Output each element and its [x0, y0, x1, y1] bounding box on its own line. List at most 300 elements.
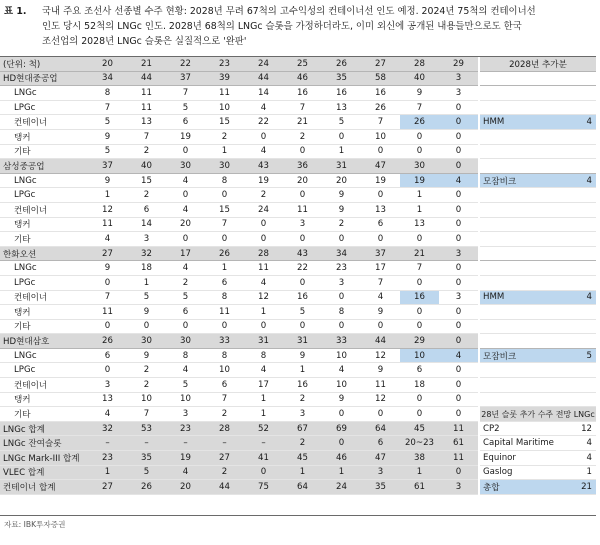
table-cell: 0	[244, 465, 283, 480]
table-cell: 1	[322, 465, 361, 480]
table-cell: 19	[166, 129, 205, 144]
table-cell: 40	[127, 159, 166, 174]
table-cell: 7	[88, 100, 127, 115]
table-row	[0, 363, 596, 378]
side-empty	[480, 363, 596, 378]
table-cell: 4	[244, 100, 283, 115]
table-cell: 0	[400, 305, 439, 320]
side-empty	[480, 86, 596, 101]
side-item-name: HMM	[480, 290, 565, 305]
table-cell: 0	[439, 100, 478, 115]
table-cell: 14	[244, 86, 283, 101]
table-cell: 16	[283, 86, 322, 101]
table-cell: 37	[166, 71, 205, 86]
table-cell: 34	[322, 246, 361, 261]
side-empty	[480, 159, 596, 174]
table-cell: –	[205, 436, 244, 451]
table-cell: 0	[439, 188, 478, 203]
table-cell: 15	[205, 115, 244, 130]
table-cell: 26	[361, 100, 400, 115]
table-cell: 5	[88, 115, 127, 130]
table-cell: 5	[166, 290, 205, 305]
table-cell: 9	[322, 202, 361, 217]
table-cell: 18	[127, 261, 166, 276]
table-cell: 32	[88, 421, 127, 436]
row-label: 컨테이너	[0, 202, 88, 217]
table-cell: 3	[439, 480, 478, 495]
table-cell: 9	[127, 348, 166, 363]
table-cell: 9	[322, 188, 361, 203]
row-label: 삼성중공업	[0, 159, 88, 174]
row-label: LNGc Mark-III 합계	[0, 451, 88, 466]
table-cell: 1	[244, 305, 283, 320]
table-cell: –	[127, 436, 166, 451]
side-empty	[480, 188, 596, 203]
table-cell: 1	[205, 261, 244, 276]
side-empty	[480, 144, 596, 159]
shipbuilding-orders-table	[0, 57, 596, 495]
side-item-value: 4	[565, 115, 596, 130]
company-total-row	[0, 246, 596, 261]
table-cell: 0	[244, 217, 283, 232]
table-cell: 30	[166, 159, 205, 174]
source-note: 자료: IBK투자증권	[4, 520, 66, 529]
table-cell: 0	[439, 334, 478, 349]
table-cell: 26	[400, 115, 439, 130]
table-cell: 11	[205, 86, 244, 101]
table-cell: 0	[322, 129, 361, 144]
table-bottom-rule	[0, 515, 596, 516]
table-cell: 0	[361, 407, 400, 422]
table-cell: 1	[283, 363, 322, 378]
table-cell: 32	[127, 246, 166, 261]
company-total-row	[0, 71, 596, 86]
table-cell: 13	[88, 392, 127, 407]
table-cell: 15	[127, 173, 166, 188]
table-cell: 9	[88, 129, 127, 144]
table-cell: 41	[244, 451, 283, 466]
table-cell: 24	[244, 202, 283, 217]
table-cell: 26	[205, 246, 244, 261]
table-cell: 69	[322, 421, 361, 436]
table-cell: 4	[322, 363, 361, 378]
row-label: 탱커	[0, 305, 88, 320]
year-header: 22	[166, 57, 205, 71]
row-label: 탱커	[0, 392, 88, 407]
table-cell: 0	[439, 261, 478, 276]
table-cell: 23	[88, 451, 127, 466]
table-cell: 10	[205, 100, 244, 115]
table-cell: 7	[361, 115, 400, 130]
table-cell: 0	[127, 319, 166, 334]
table-cell: 3	[166, 407, 205, 422]
year-header: 26	[322, 57, 361, 71]
table-cell: 8	[205, 173, 244, 188]
table-row	[0, 378, 596, 393]
table-cell: 0	[88, 319, 127, 334]
table-cell: 4	[439, 348, 478, 363]
table-cell: 33	[205, 334, 244, 349]
table-cell: 0	[283, 319, 322, 334]
table-cell: 34	[88, 71, 127, 86]
table-cell: 1	[400, 202, 439, 217]
table-cell: 0	[439, 144, 478, 159]
year-header: 25	[283, 57, 322, 71]
table-cell: 22	[283, 261, 322, 276]
table-cell: 21	[283, 115, 322, 130]
side-empty	[480, 319, 596, 334]
table-cell: 30	[166, 334, 205, 349]
table-cell: 20	[166, 480, 205, 495]
side-empty	[480, 275, 596, 290]
table-cell: 10	[322, 348, 361, 363]
side-empty	[480, 305, 596, 320]
table-cell: 26	[88, 334, 127, 349]
table-cell: 20~23	[400, 436, 439, 451]
table-cell: 9	[88, 261, 127, 276]
table-cell: 0	[439, 202, 478, 217]
table-cell: 6	[127, 202, 166, 217]
table-cell: 23	[166, 421, 205, 436]
table-cell: 27	[88, 480, 127, 495]
table-cell: 43	[283, 246, 322, 261]
table-row	[0, 173, 596, 188]
table-row	[0, 115, 596, 130]
row-label: 탱커	[0, 217, 88, 232]
side-item-value: 4	[565, 290, 596, 305]
table-cell: 19	[244, 173, 283, 188]
table-cell: 9	[361, 363, 400, 378]
row-label: LNGc	[0, 173, 88, 188]
table-cell: 0	[400, 129, 439, 144]
table-cell: 12	[244, 290, 283, 305]
row-label: LPGc	[0, 275, 88, 290]
table-cell: 10	[127, 392, 166, 407]
table-cell: 8	[166, 348, 205, 363]
row-label: LNGc 잔여슬롯	[0, 436, 88, 451]
table-cell: 4	[166, 465, 205, 480]
table-cell: 6	[361, 217, 400, 232]
table-cell: 0	[439, 363, 478, 378]
table-cell: 47	[361, 451, 400, 466]
table-cell: 0	[439, 159, 478, 174]
table-cell: 31	[322, 159, 361, 174]
table-cell: 7	[127, 129, 166, 144]
table-cell: 0	[439, 115, 478, 130]
row-label: HD현대중공업	[0, 71, 88, 86]
table-cell: 6	[205, 378, 244, 393]
table-cell: 35	[127, 451, 166, 466]
header-row	[0, 57, 596, 71]
table-cell: 23	[322, 261, 361, 276]
table-cell: 0	[439, 465, 478, 480]
side-empty	[480, 334, 596, 349]
table-cell: 52	[244, 421, 283, 436]
title-line-2: 인도 당시 52척의 LNGc 인도. 2028년 68척의 LNGc 슬롯을 가정하더라도, 이미 외신에 공개된 내용들만으로도 한국	[42, 21, 522, 32]
row-label: 기타	[0, 144, 88, 159]
table-row	[0, 86, 596, 101]
table-cell: 2	[283, 436, 322, 451]
table-cell: 22	[244, 115, 283, 130]
table-cell: –	[166, 436, 205, 451]
table-cell: 0	[400, 407, 439, 422]
table-cell: 13	[400, 217, 439, 232]
table-cell: 5	[166, 100, 205, 115]
table-cell: –	[88, 436, 127, 451]
table-cell: 12	[361, 392, 400, 407]
table-cell: 33	[322, 334, 361, 349]
table-cell: 0	[166, 319, 205, 334]
table-cell: 9	[400, 86, 439, 101]
table-cell: 12	[361, 348, 400, 363]
table-cell: 0	[439, 232, 478, 247]
row-label: 탱커	[0, 129, 88, 144]
table-cell: 4	[166, 363, 205, 378]
table-row	[0, 144, 596, 159]
table-cell: 3	[439, 290, 478, 305]
table-cell: 0	[439, 129, 478, 144]
table-cell: 1	[244, 407, 283, 422]
table-row	[0, 100, 596, 115]
table-cell: 0	[283, 232, 322, 247]
side-item-value: 12	[565, 421, 596, 436]
table-cell: 9	[283, 348, 322, 363]
table-cell: 7	[283, 100, 322, 115]
table-cell: 2	[205, 465, 244, 480]
table-cell: 0	[88, 363, 127, 378]
side-empty	[480, 246, 596, 261]
summary-row	[0, 465, 596, 480]
table-cell: 61	[400, 480, 439, 495]
table-cell: 15	[205, 202, 244, 217]
table-cell: 0	[439, 378, 478, 393]
table-cell: 2	[166, 275, 205, 290]
table-cell: 11	[439, 451, 478, 466]
table-cell: 0	[400, 275, 439, 290]
table-row	[0, 348, 596, 363]
table-title	[4, 4, 598, 49]
table-cell: 39	[205, 71, 244, 86]
side-item-name: 모잠비크	[480, 348, 565, 363]
table-cell: 1	[88, 188, 127, 203]
table-cell: 0	[439, 392, 478, 407]
table-cell: 5	[88, 144, 127, 159]
table-cell: 6	[205, 275, 244, 290]
table-cell: 2	[127, 363, 166, 378]
table-row	[0, 129, 596, 144]
table-cell: 16	[361, 86, 400, 101]
table-cell: 20	[166, 217, 205, 232]
table-cell: 40	[400, 71, 439, 86]
table-cell: 3	[361, 465, 400, 480]
table-cell: 29	[400, 334, 439, 349]
side-empty	[480, 217, 596, 232]
table-cell: 2	[244, 188, 283, 203]
table-cell: 31	[244, 334, 283, 349]
table-cell: 19	[400, 173, 439, 188]
table-cell: 75	[244, 480, 283, 495]
table-cell: 0	[205, 319, 244, 334]
table-cell: 11	[244, 261, 283, 276]
table-cell: 9	[127, 305, 166, 320]
table-cell: 12	[88, 202, 127, 217]
summary-row	[0, 436, 596, 451]
table-cell: 7	[88, 290, 127, 305]
table-cell: 47	[361, 159, 400, 174]
table-cell: 27	[88, 246, 127, 261]
table-cell: 0	[205, 188, 244, 203]
table-cell: 0	[322, 232, 361, 247]
table-cell: 2	[322, 217, 361, 232]
table-cell: 67	[283, 421, 322, 436]
side-item-name: Capital Maritime	[480, 436, 565, 451]
table-cell: 5	[322, 115, 361, 130]
table-row	[0, 407, 596, 422]
table-cell: 43	[244, 159, 283, 174]
table-cell: 13	[361, 202, 400, 217]
table-cell: 7	[361, 275, 400, 290]
table-cell: 2	[205, 407, 244, 422]
table-cell: –	[244, 436, 283, 451]
table-cell: 4	[166, 173, 205, 188]
table-cell: 0	[439, 319, 478, 334]
row-label: LNGc	[0, 86, 88, 101]
table-cell: 6	[400, 363, 439, 378]
table-cell: 45	[283, 451, 322, 466]
table-cell: 5	[166, 378, 205, 393]
row-label: LNGc	[0, 261, 88, 276]
side-item-value: 4	[565, 436, 596, 451]
table-cell: 0	[244, 319, 283, 334]
table-cell: 13	[322, 100, 361, 115]
table-cell: 1	[244, 392, 283, 407]
table-cell: 4	[361, 290, 400, 305]
row-label: VLEC 합계	[0, 465, 88, 480]
table-cell: 0	[283, 275, 322, 290]
table-cell: 38	[400, 451, 439, 466]
row-label: 기타	[0, 232, 88, 247]
table-cell: 8	[322, 305, 361, 320]
row-label: 컨테이너	[0, 290, 88, 305]
side-item-value: 1	[565, 465, 596, 480]
table-cell: 11	[127, 100, 166, 115]
table-cell: 2	[205, 129, 244, 144]
table-row	[0, 188, 596, 203]
table-cell: 35	[322, 71, 361, 86]
table-cell: 17	[166, 246, 205, 261]
table-number: 표 1.	[4, 6, 27, 17]
table-row	[0, 275, 596, 290]
table-row	[0, 217, 596, 232]
table-cell: 4	[244, 144, 283, 159]
table-cell: 0	[166, 144, 205, 159]
table-cell: 3	[127, 232, 166, 247]
table-cell: 2	[127, 188, 166, 203]
table-cell: 4	[166, 202, 205, 217]
side-item-name: Equinor	[480, 451, 565, 466]
table-cell: 0	[322, 436, 361, 451]
table-cell: 1	[127, 275, 166, 290]
table-cell: 11	[439, 421, 478, 436]
table-cell: 44	[127, 71, 166, 86]
table-cell: 1	[322, 144, 361, 159]
table-cell: 7	[166, 86, 205, 101]
side-empty	[480, 71, 596, 86]
side-empty	[480, 202, 596, 217]
row-label: HD현대삼호	[0, 334, 88, 349]
table-cell: 7	[127, 407, 166, 422]
table-cell: 2	[283, 129, 322, 144]
table-cell: 14	[127, 217, 166, 232]
table-cell: 4	[439, 173, 478, 188]
side-panel-title: 2028년 추가분	[480, 57, 596, 71]
table-cell: 8	[205, 348, 244, 363]
row-label: LPGc	[0, 363, 88, 378]
title-line-1: 국내 주요 조선사 선종별 수주 현황: 2028년 무려 67척의 고수익성의 컨테이너선 인도 예정. 2024년 75척의 컨테이너선	[42, 6, 536, 17]
side-item-name: Gaslog	[480, 465, 565, 480]
table-cell: 0	[439, 275, 478, 290]
table-cell: 4	[166, 261, 205, 276]
table-body	[0, 71, 596, 494]
table-cell: 0	[322, 407, 361, 422]
table-cell: 0	[361, 232, 400, 247]
table-cell: 53	[127, 421, 166, 436]
table-cell: 1	[88, 465, 127, 480]
table-cell: 0	[322, 290, 361, 305]
table-cell: 0	[439, 407, 478, 422]
table-cell: 46	[322, 451, 361, 466]
table-cell: 7	[400, 261, 439, 276]
table-cell: 0	[166, 188, 205, 203]
table-cell: 44	[361, 334, 400, 349]
table-cell: 4	[244, 363, 283, 378]
table-cell: 1	[400, 188, 439, 203]
table-cell: 46	[283, 71, 322, 86]
row-label: LNGc 합계	[0, 421, 88, 436]
summary-row	[0, 480, 596, 495]
table-cell: 64	[361, 421, 400, 436]
table-cell: 9	[88, 173, 127, 188]
table-cell: 0	[361, 188, 400, 203]
table-cell: 0	[244, 232, 283, 247]
table-cell: 4	[88, 407, 127, 422]
side-empty	[480, 232, 596, 247]
table-cell: 5	[127, 465, 166, 480]
side-item-name: 모잠비크	[480, 173, 565, 188]
table-cell: 6	[166, 115, 205, 130]
table-cell: 11	[88, 217, 127, 232]
table-row	[0, 305, 596, 320]
table-cell: 0	[400, 392, 439, 407]
side-item-value: 5	[565, 348, 596, 363]
side-item-name: CP2	[480, 421, 565, 436]
table-cell: 16	[283, 290, 322, 305]
table-cell: 2	[127, 378, 166, 393]
side-item-value: 4	[565, 451, 596, 466]
table-cell: 11	[127, 86, 166, 101]
table-cell: 3	[322, 275, 361, 290]
table-cell: 11	[205, 305, 244, 320]
row-label: 기타	[0, 319, 88, 334]
table-cell: 10	[205, 363, 244, 378]
table-cell: 11	[361, 378, 400, 393]
table-cell: 9	[361, 305, 400, 320]
table-cell: 4	[244, 275, 283, 290]
table-cell: 37	[88, 159, 127, 174]
table-cell: 61	[439, 436, 478, 451]
table-cell: 0	[400, 232, 439, 247]
side-empty	[480, 100, 596, 115]
